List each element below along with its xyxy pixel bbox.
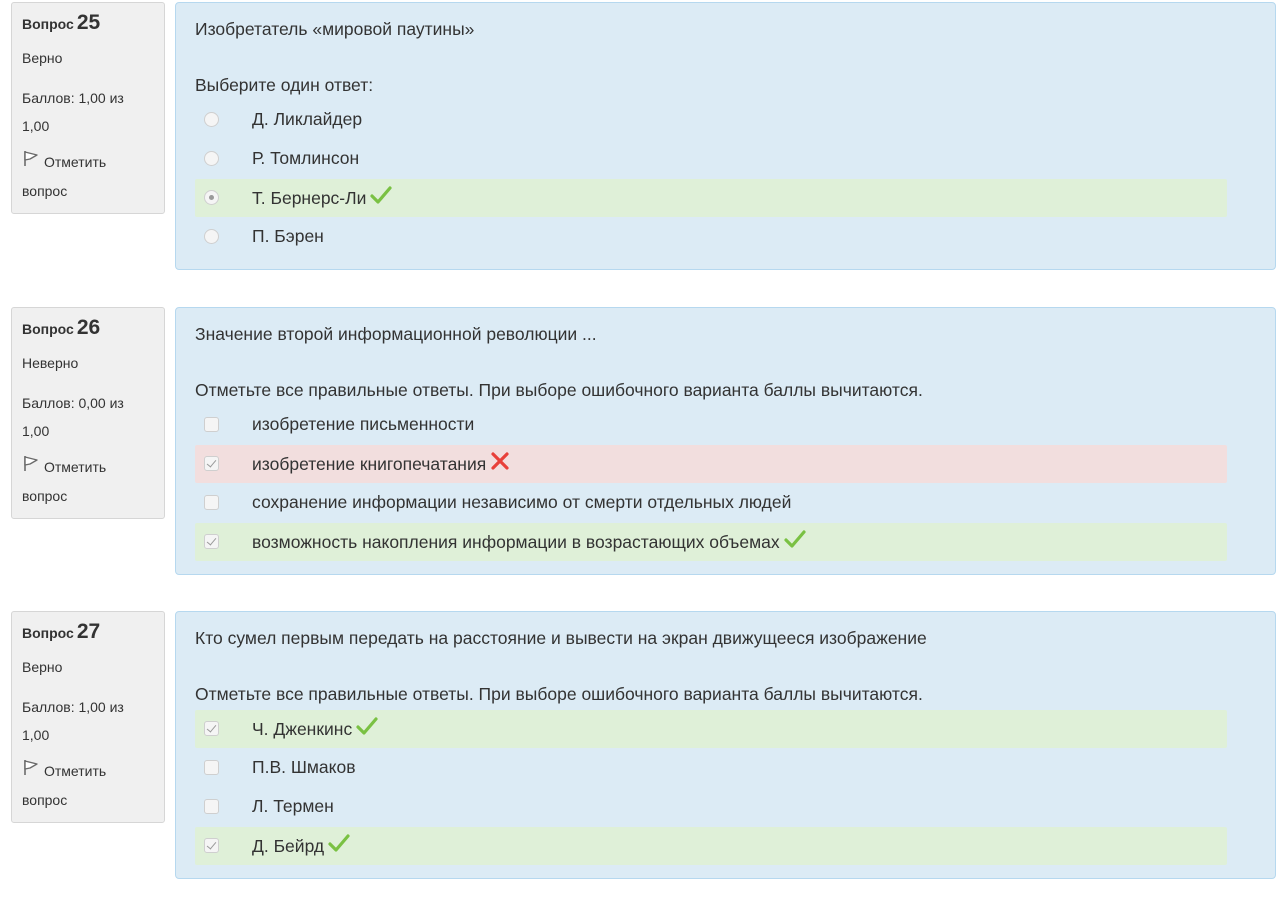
answer-label xyxy=(252,718,378,743)
answer-checkbox[interactable] xyxy=(204,838,219,853)
answer-option[interactable] xyxy=(195,218,1227,256)
question-number xyxy=(22,619,154,651)
flag-label[interactable]: Отметить вопрос xyxy=(22,459,107,505)
correct-check-icon xyxy=(328,833,350,858)
flag-label[interactable]: Отметить вопрос xyxy=(22,154,107,200)
answer-checkbox[interactable] xyxy=(204,799,219,814)
answer-label xyxy=(252,148,359,169)
question-number-value: 26 xyxy=(76,316,101,339)
question-grade: Баллов: 0,00 из 1,00 xyxy=(22,395,124,439)
question-grade: Баллов: 1,00 из 1,00 xyxy=(22,699,124,743)
flag-question-link[interactable] xyxy=(22,148,142,205)
answer-label xyxy=(252,414,474,435)
answer-label xyxy=(252,492,791,513)
answer-text: П.В. Шмаков xyxy=(252,757,356,777)
answer-text: Д. Ликлайдер xyxy=(252,109,363,129)
answer-option[interactable] xyxy=(195,710,1227,748)
question-content xyxy=(175,307,1276,575)
answer-text: Р. Томлинсон xyxy=(252,148,360,168)
answer-checkbox[interactable] xyxy=(204,456,219,471)
answer-label xyxy=(252,226,324,247)
answer-checkbox[interactable] xyxy=(204,721,219,736)
answer-option[interactable] xyxy=(195,406,1227,444)
answer-option[interactable] xyxy=(195,101,1227,139)
flag-icon xyxy=(22,453,40,481)
answer-checkbox[interactable] xyxy=(204,495,219,510)
answer-checkbox[interactable] xyxy=(204,417,219,432)
question-info-panel xyxy=(11,611,165,823)
question-text: Значение второй информационной революции ... xyxy=(195,324,597,344)
correct-check-icon xyxy=(356,716,378,741)
flag-label[interactable]: Отметить вопрос xyxy=(22,763,107,809)
flag-question-link[interactable] xyxy=(22,757,142,814)
question-label: Вопрос xyxy=(22,16,74,32)
answer-label xyxy=(252,531,806,556)
answer-prompt: Отметьте все правильные ответы. При выборе ошибочного варианта баллы вычитаются. xyxy=(195,684,923,704)
question-text: Кто сумел первым передать на расстояние и вывести на экран движущееся изображение xyxy=(195,628,927,648)
answer-option[interactable] xyxy=(195,179,1227,217)
question-label: Вопрос xyxy=(22,321,74,337)
answer-option[interactable] xyxy=(195,445,1227,483)
answer-radio[interactable] xyxy=(204,151,219,166)
question-content xyxy=(175,611,1276,879)
question-number-value: 27 xyxy=(76,620,101,643)
answer-prompt: Отметьте все правильные ответы. При выборе ошибочного варианта баллы вычитаются. xyxy=(195,380,923,400)
answer-label xyxy=(252,796,334,817)
question-info-panel xyxy=(11,2,165,214)
answer-option[interactable] xyxy=(195,140,1227,178)
question-label: Вопрос xyxy=(22,625,74,641)
question-state: Верно xyxy=(22,659,63,675)
answer-list xyxy=(195,406,1227,562)
answer-option[interactable] xyxy=(195,749,1227,787)
answer-prompt: Выберите один ответ: xyxy=(195,75,374,95)
correct-check-icon xyxy=(784,529,806,554)
answer-text: П. Бэрен xyxy=(252,226,324,246)
question-27 xyxy=(11,611,1276,881)
answer-text: Ч. Дженкинс xyxy=(252,719,353,740)
answer-list xyxy=(195,710,1227,866)
answer-option[interactable] xyxy=(195,523,1227,561)
answer-label xyxy=(252,453,510,478)
answer-text: сохранение информации независимо от смерти отдельных людей xyxy=(252,492,792,512)
flag-icon xyxy=(22,148,40,176)
incorrect-cross-icon xyxy=(490,451,510,476)
question-state: Неверно xyxy=(22,355,79,371)
answer-option[interactable] xyxy=(195,788,1227,826)
answer-label xyxy=(252,835,350,860)
question-number xyxy=(22,315,154,347)
answer-radio[interactable] xyxy=(204,229,219,244)
question-26 xyxy=(11,307,1276,577)
answer-text: изобретение книгопечатания xyxy=(252,454,487,475)
question-info-panel xyxy=(11,307,165,519)
answer-text: Т. Бернерс-Ли xyxy=(252,188,367,209)
answer-checkbox[interactable] xyxy=(204,760,219,775)
question-content xyxy=(175,2,1276,270)
answer-text: Д. Бейрд xyxy=(252,836,325,857)
question-25 xyxy=(11,2,1276,272)
question-text: Изобретатель «мировой паутины» xyxy=(195,19,475,39)
question-grade: Баллов: 1,00 из 1,00 xyxy=(22,90,124,134)
answer-radio[interactable] xyxy=(204,112,219,127)
answer-checkbox[interactable] xyxy=(204,534,219,549)
question-number-value: 25 xyxy=(76,11,101,34)
answer-label xyxy=(252,109,362,130)
question-number xyxy=(22,10,154,42)
answer-label xyxy=(252,757,356,778)
answer-text: Л. Термен xyxy=(252,796,334,816)
answer-text: изобретение письменности xyxy=(252,414,475,434)
answer-list xyxy=(195,101,1227,257)
flag-icon xyxy=(22,757,40,785)
answer-option[interactable] xyxy=(195,484,1227,522)
flag-question-link[interactable] xyxy=(22,453,142,510)
answer-text: возможность накопления информации в возрастающих объемах xyxy=(252,532,780,553)
answer-radio[interactable] xyxy=(204,190,219,205)
answer-label xyxy=(252,187,392,212)
correct-check-icon xyxy=(370,185,392,210)
question-state: Верно xyxy=(22,50,63,66)
answer-option[interactable] xyxy=(195,827,1227,865)
